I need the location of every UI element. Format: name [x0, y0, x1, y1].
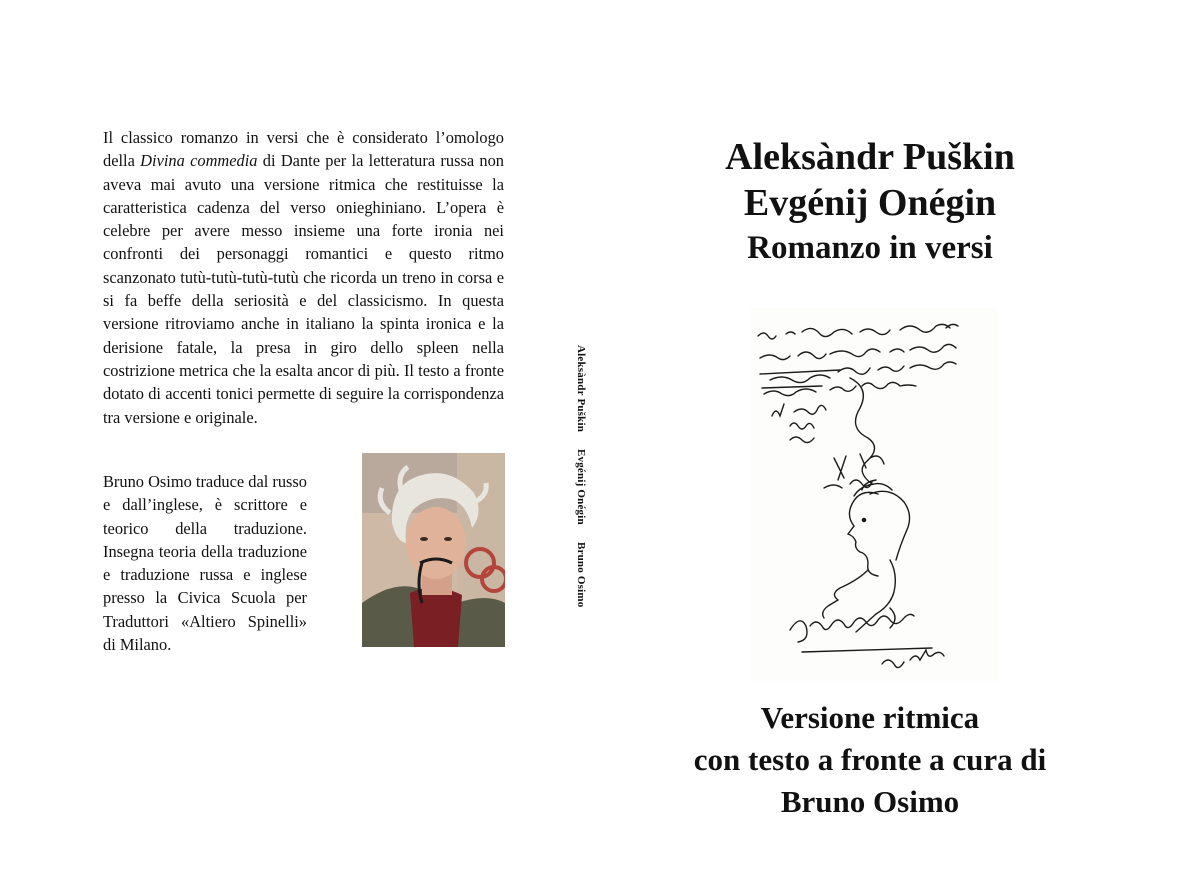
- blurb-italic-title: Divina commedia: [140, 151, 258, 171]
- blurb-text-end: di Dante per la letteratura russa non aveva mai avuto una versione ritmica che restituisse la caratteristica cadenza del verso onieghiniano. L’opera è celebre per avere messo insieme una forte ironia nei confronti dei personaggi romantici e questo ritmo scanzonato tutù-tutù-tutù-tutù che ricorda un treno in corsa e si fa beffe della seriosità e del classicismo. In questa versione ritroviamo anche in italiano la spinta ironica e la derisione fatale, la presa in giro dello spleen nella costrizione metrica che la esalta ancor di più. Il testo a fronte dotato di accenti tonici permette di seguire la corrispondenza tra versione e originale.: [103, 151, 505, 427]
- bio-text: Bruno Osimo traduce dal russo e dall’inglese, è scrittore e teorico della traduzione. Insegna teoria della traduzione e traduzione russa e inglese presso la Civica Scuola per Traduttori «Altiero Spinelli» di Milano.: [103, 472, 307, 655]
- translator-bio: [103, 470, 307, 656]
- translator-portrait-image: [362, 453, 505, 647]
- translator-photo: [362, 453, 505, 647]
- front-cover-edition-block: [660, 697, 1080, 823]
- spine-title: Evgénij Onégin: [575, 449, 587, 525]
- cover-subtitle: Romanzo in versi: [747, 230, 993, 266]
- front-cover-title-block: [660, 134, 1080, 270]
- spine-translator: Bruno Osimo: [575, 541, 587, 608]
- edition-line-1: Versione ritmica: [760, 700, 980, 735]
- edition-line-3: Bruno Osimo: [780, 784, 960, 819]
- spine-author: Aleksàndr Puškin: [575, 345, 587, 433]
- blurb-paragraph: [103, 126, 504, 429]
- pushkin-manuscript-sketch: [750, 308, 998, 682]
- blurb-text-start: Il classico romanzo in versi che è considerato l’omologo della: [103, 128, 504, 171]
- cover-title: Evgénij Onégin: [743, 182, 997, 224]
- spine: [575, 345, 587, 621]
- back-cover-blurb: [103, 126, 504, 429]
- edition-line-2: con testo a fronte a cura di: [693, 742, 1047, 777]
- manuscript-illustration: [750, 308, 998, 682]
- cover-author: Aleksàndr Puškin: [725, 136, 1015, 178]
